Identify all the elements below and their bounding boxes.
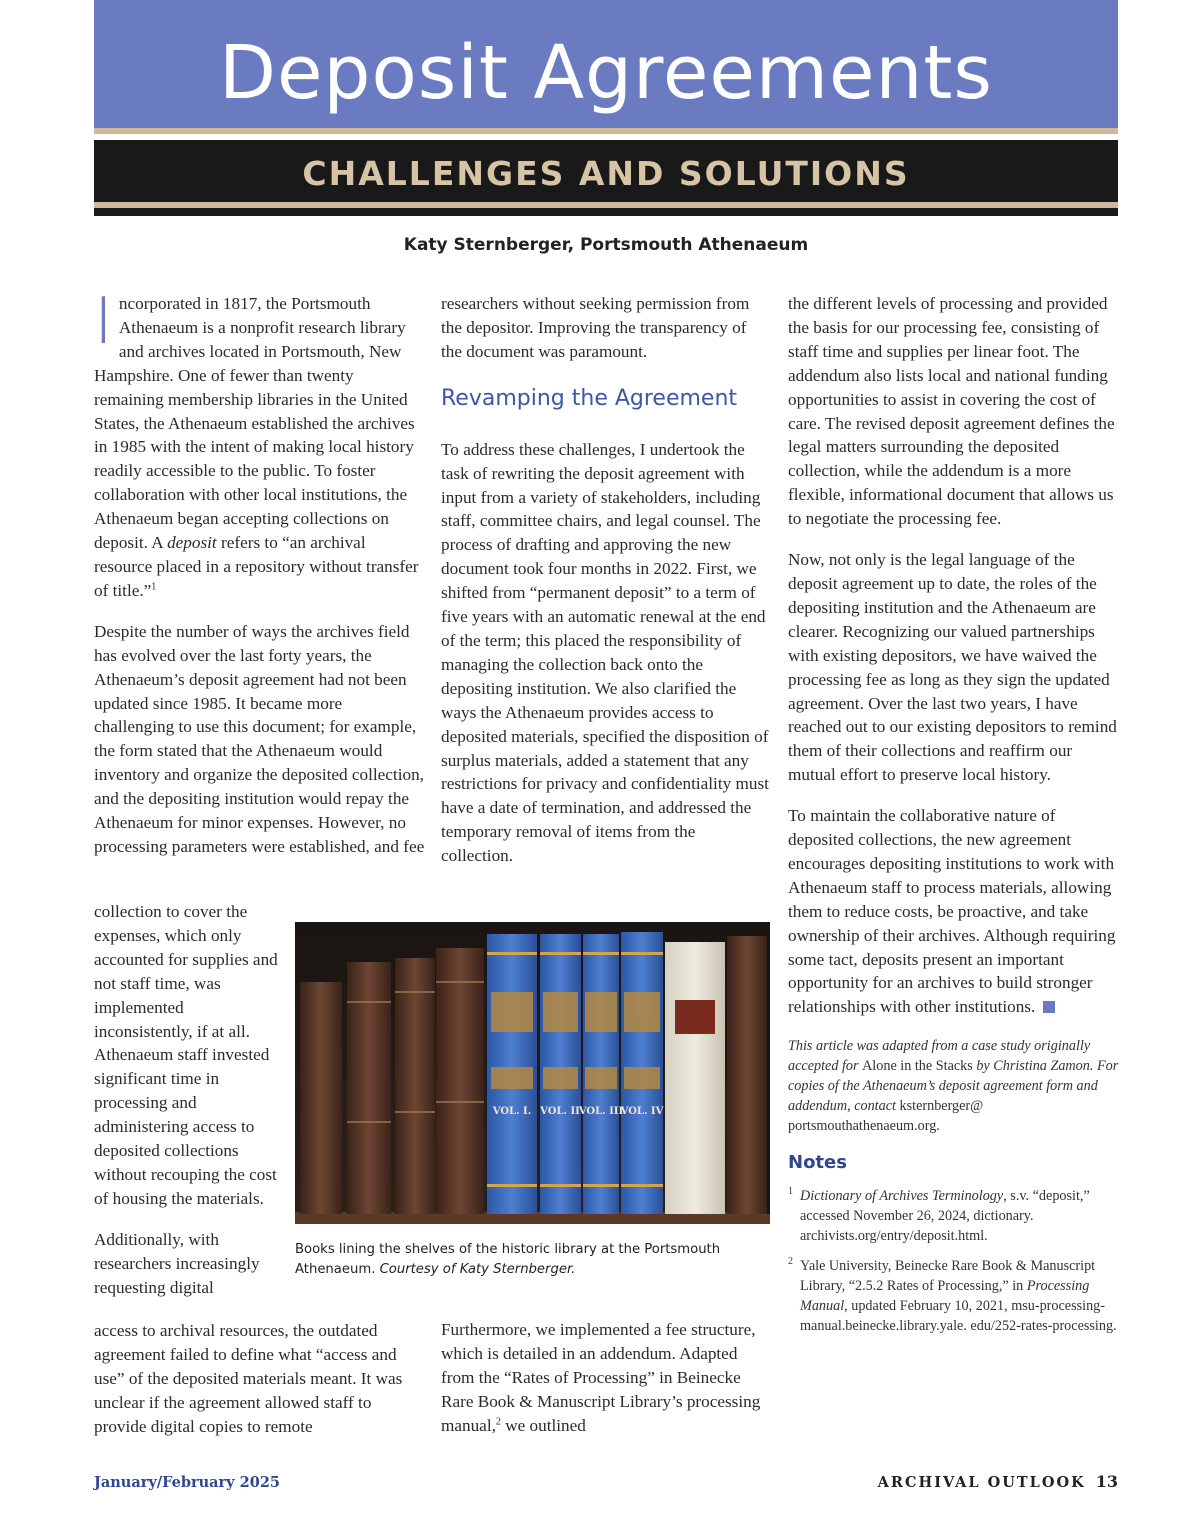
footnote-link[interactable]: , s.v. “deposit,” accessed November 26, 2024, dictionary. archivists.org/entry/deposit.html. xyxy=(800,1188,1090,1245)
blue-volumes xyxy=(487,932,664,1214)
divider-stripe xyxy=(94,128,1118,134)
drop-cap: I xyxy=(94,285,113,359)
paragraph xyxy=(94,900,282,1211)
emphasis: deposit xyxy=(167,533,217,553)
photo-caption: Books lining the shelves of the historic library at the Portsmouth Athenaeum. Courtesy of Katy Sternberger. xyxy=(295,1242,721,1277)
paragraph xyxy=(441,1318,771,1438)
contact-email-link[interactable]: ksternberger@ portsmouthathenaeum.org. xyxy=(788,1098,984,1135)
running-footer xyxy=(878,1472,1118,1491)
notes-heading: Notes xyxy=(788,1152,847,1174)
paragraph: researchers without seeking permission from the depositor. Improving the transparency of the document was paramount. xyxy=(441,294,750,361)
end-mark-icon xyxy=(1043,1001,1055,1013)
footnote-1: 1 Dictionary of Archives Terminology, s.v. “deposit,” accessed November 26, 2024, dictionary. archivists.org/entry/deposit.html. xyxy=(788,1186,1090,1245)
text-run: To maintain the collaborative nature of deposited collections, the new agreement encourages depositing institutions to work with Athenaeum staff to process materials, allowing them to reduce costs, be proactive, and take ownership of their archives. Although requiring some tact, deposits present an important opportunity for an archives to build stronger relationships with other institutions. xyxy=(788,806,1116,1017)
text-run: ncorporated in 1817, the Portsmouth Athenaeum is a nonprofit research library and archives located in Portsmouth, New Hampshire. One of fewer than twenty remaining membership libraries in the United States, the Athenaeum established the archives in 1985 with the intent of making local history readily accessible to the public. To foster collaboration with other local institutions, the Athenaeum began accepting collections on deposit. A xyxy=(94,294,415,553)
column-1 xyxy=(94,285,426,859)
text-run: Additionally, with researchers increasingly requesting digital xyxy=(94,1229,260,1297)
photo-credit: Courtesy of Katy Sternberger. xyxy=(379,1262,576,1277)
paragraph: To address these challenges, I undertook the task of rewriting the deposit agreement with input from a variety of stakeholders, including staff, committee chairs, and legal counsel. The process of drafting and approving the new document took four months in 2022. First, we shifted from “permanent deposit” to a term of five years with an automatic renewal at the end of the term; this placed the responsibility of managing the collection back onto the depositing institution. We also clarified the ways the Athenaeum provides access to deposited materials, specified the disposition of surplus materials, added a statement that any restrictions for privacy and confidentiality must have a date of termination, and addressed the temporary removal of items from the collection. xyxy=(441,439,769,866)
text-run: Despite the number of ways the archives field has evolved over the last forty years, the Athenaeum’s deposit agreement had not been updated since 1985. It became more challenging to use this document; for example, the form stated that the Athenaeum would inventory and organize the deposited collection, and the depositing institution would repay the Athenaeum for minor expenses. However, no processing parameters were established, and fee xyxy=(94,621,425,856)
footnote-ref[interactable]: 2 xyxy=(495,1415,501,1427)
column-1-wrap xyxy=(94,900,282,1300)
text-run: collection to cover the expenses, which only accounted for supplies and not staff time, was implemented inconsistently, if at all. Athenaeum staff invested significant time in processing and administering access to deposited collections without recouping the cost of housing the materials. xyxy=(94,902,278,1208)
column-1-bottom xyxy=(94,1319,426,1456)
footnote-ref[interactable]: 1 xyxy=(151,581,157,593)
spine-label: VOL. II xyxy=(540,1106,580,1117)
paragraph xyxy=(788,804,1120,1019)
page-title: Deposit Agreements xyxy=(219,30,993,116)
footnote-2: 2 Yale University, Beinecke Rare Book & Manuscript Library, “2.5.2 Rates of Processing,” in Processing Manual, updated February 10, 2021, msu-processing-manual.beinecke.library.yale. edu/252-rates-processing. xyxy=(788,1256,1117,1335)
books-photo xyxy=(295,922,770,1224)
paragraph: the different levels of processing and provided the basis for our processing fee, consisting of staff time and supplies per linear foot. The addendum also lists local and national funding opportunities to assist in covering the cost of care. The revised deposit agreement defines the legal matters surrounding the deposited collection, while the addendum is a more flexible, informational document that allows us to negotiate the processing fee. xyxy=(788,294,1115,529)
author-byline: Katy Sternberger, Portsmouth Athenaeum xyxy=(403,235,809,255)
adaptation-note: This article was adapted from a case study originally accepted for Alone in the Stacks by Christina Zamon. For copies of the Athenaeum’s deposit agreement form and addendum, contact ksternberger@ portsmouthathenaeum.org. xyxy=(788,1038,1119,1135)
paragraph xyxy=(94,285,426,603)
text-run: access to archival resources, the outdated agreement failed to define what “access and use” of the deposited materials meant. It was unclear if the agreement allowed staff to provide digital copies to remote xyxy=(94,1321,403,1436)
text-run: Furthermore, we implemented a fee structure, which is detailed in an addendum. Adapted from the “Rates of Processing” in Beinecke Rare Book & Manuscript Library’s processing manual, xyxy=(441,1320,761,1435)
text-run: we outlined xyxy=(500,1415,586,1435)
paragraph: Now, not only is the legal language of the deposit agreement up to date, the roles of the depositing institution and the Athenaeum are clearer. Recognizing our valued partnerships with existing depositors, we have waived the processing fee as long as they sign the updated agreement. Over the last two years, I have reached out to our existing depositors to remind them of their collections and reaffirm our mutual effort to preserve local history. xyxy=(788,550,1117,785)
column-2 xyxy=(441,292,771,885)
spine-label: VOL. III xyxy=(578,1106,624,1117)
column-3 xyxy=(788,292,1120,1346)
paragraph xyxy=(94,1319,426,1439)
spine-label: VOL. IV xyxy=(620,1106,664,1117)
spine-label: VOL. I. xyxy=(492,1106,532,1117)
title-banner xyxy=(94,0,1118,216)
paragraph xyxy=(94,1228,282,1300)
issue-date: January/February 2025 xyxy=(94,1474,281,1491)
footnote-link[interactable]: , updated February 10, 2021, msu-processing-manual.beinecke.library.yale. edu/252-rates-processing. xyxy=(800,1298,1117,1335)
column-2-bottom xyxy=(441,1318,771,1455)
paragraph xyxy=(94,620,426,859)
section-heading: Revamping the Agreement xyxy=(441,385,738,411)
page-subtitle: CHALLENGES AND SOLUTIONS xyxy=(302,154,910,193)
page-number: 13 xyxy=(1095,1472,1118,1491)
text-run: refers to “an archival resource placed in a repository without transfer of title.” xyxy=(94,533,419,600)
divider-stripe xyxy=(94,208,1118,216)
magazine-name: ARCHIVAL OUTLOOK xyxy=(877,1474,1086,1491)
